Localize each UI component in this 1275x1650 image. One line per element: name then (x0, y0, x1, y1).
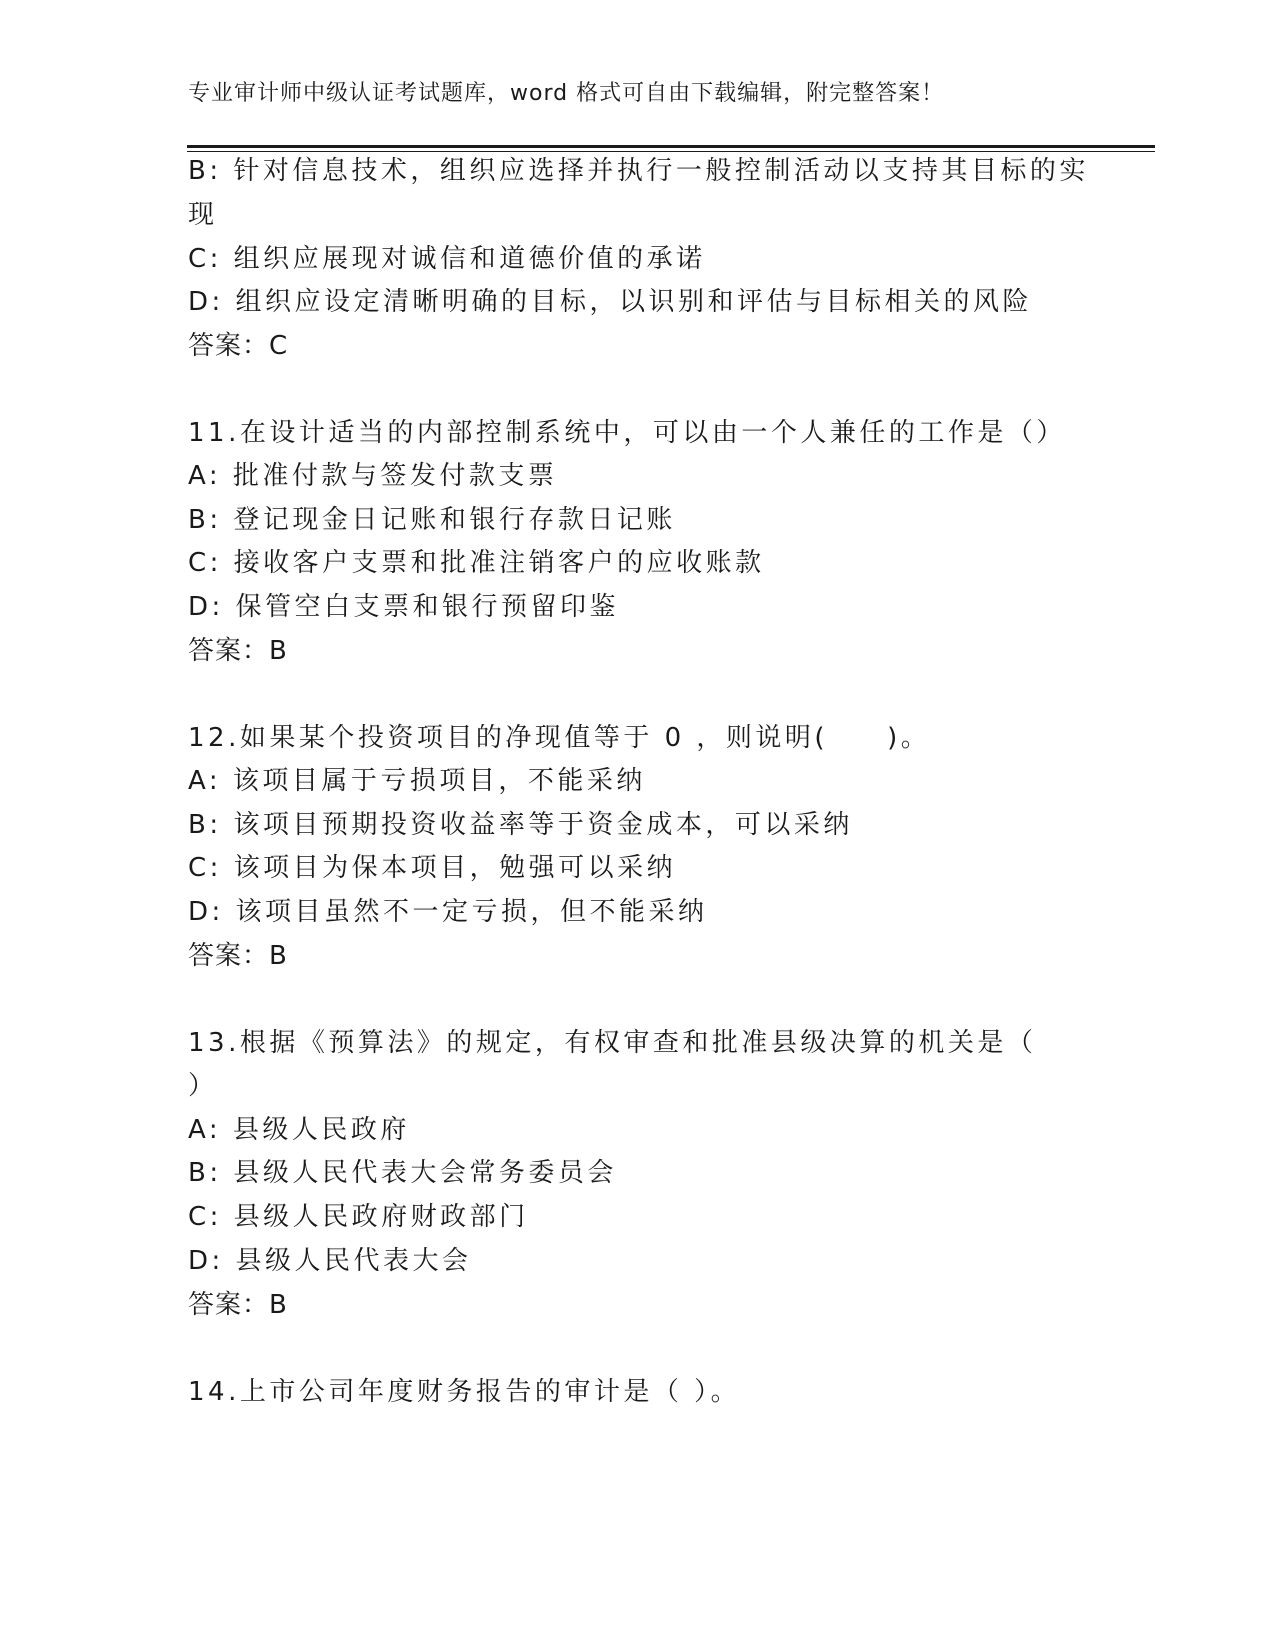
q13-stem: 13.根据《预算法》的规定，有权审查和批准县级决算的机关是（ (188, 1028, 1037, 1058)
q12-option-a: A: 该项目属于亏损项目，不能采纳 (188, 766, 646, 796)
q11-option-c: C: 接收客户支票和批准注销客户的应收账款 (188, 548, 765, 578)
q10-option-b: B: 针对信息技术，组织应选择并执行一般控制活动以支持其目标的实 (188, 156, 1089, 186)
q11-answer: 答案：B (188, 636, 288, 666)
q13-option-d: D: 县级人民代表大会 (188, 1246, 472, 1276)
q12-option-b: B: 该项目预期投资收益率等于资金成本，可以采纳 (188, 810, 853, 840)
q10-answer: 答案：C (188, 331, 289, 361)
q13-answer: 答案：B (188, 1290, 288, 1320)
q14-stem: 14.上市公司年度财务报告的审计是（ ）。 (188, 1377, 741, 1407)
q11-option-b: B: 登记现金日记账和银行存款日记账 (188, 505, 676, 535)
header-rule-thin (187, 151, 1155, 152)
q13-stem-continued: ） (188, 1071, 218, 1101)
q12-option-c: C: 该项目为保本项目，勉强可以采纳 (188, 853, 677, 883)
q12-stem: 12.如果某个投资项目的净现值等于 0 ，则说明( )。 (188, 723, 931, 753)
q13-option-b: B: 县级人民代表大会常务委员会 (188, 1158, 617, 1188)
q13-option-a: A: 县级人民政府 (188, 1115, 410, 1145)
q12-option-d: D: 该项目虽然不一定亏损，但不能采纳 (188, 897, 708, 927)
q12-answer: 答案：B (188, 941, 288, 971)
q11-stem: 11.在设计适当的内部控制系统中，可以由一个人兼任的工作是（） (188, 418, 1066, 448)
q11-option-a: A: 批准付款与签发付款支票 (188, 461, 558, 491)
q10-option-c: C: 组织应展现对诚信和道德价值的承诺 (188, 244, 706, 274)
q10-option-b-continued: 现 (188, 200, 218, 230)
header-rule-thick (187, 145, 1155, 148)
q11-option-d: D: 保管空白支票和银行预留印鉴 (188, 592, 620, 622)
q10-option-d: D: 组织应设定清晰明确的目标，以识别和评估与目标相关的风险 (188, 287, 1033, 317)
page-header: 专业审计师中级认证考试题库，word 格式可自由下载编辑，附完整答案！ (188, 81, 945, 106)
q13-option-c: C: 县级人民政府财政部门 (188, 1202, 529, 1232)
